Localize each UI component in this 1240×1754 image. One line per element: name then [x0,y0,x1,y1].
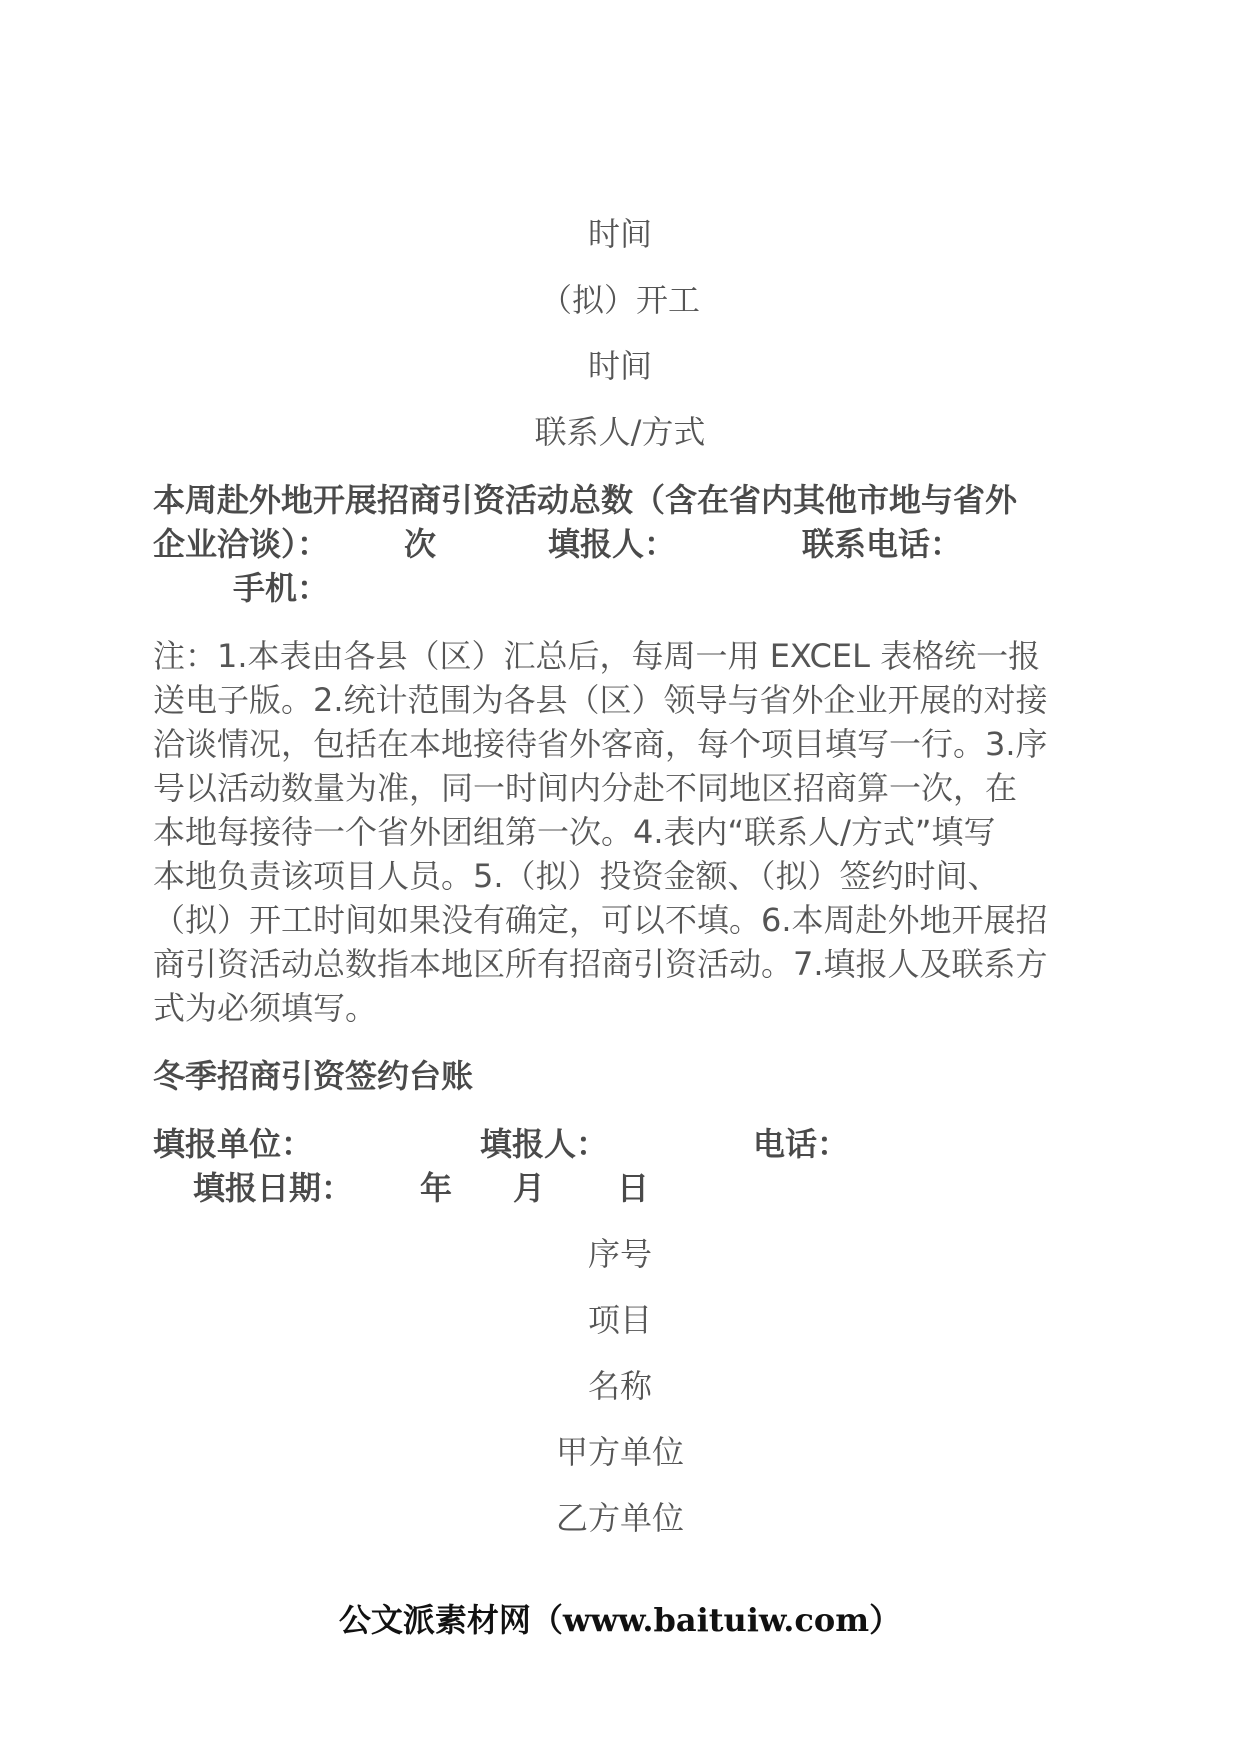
column-label-party-b: 乙方单位 [555,1499,684,1537]
phone-label: 电话： [753,1125,850,1163]
column-label-party-a: 甲方单位 [555,1433,684,1471]
label-planned-start: （拟）开工 [539,281,700,319]
summary-phone-label: 联系电话： [802,525,963,563]
note-line: 注：1.本表由各县（区）汇总后，每周一用 EXCEL 表格统一报 [153,637,1041,675]
label-contact: 联系人/方式 [534,413,706,451]
note-line: 商引资活动总数指本地区所有招商引资活动。7.填报人及联系方 [153,945,1048,983]
note-line: 本地每接待一个省外团组第一次。4.表内“联系人/方式”填写 [153,813,996,851]
note-line: 洽谈情况，包括在本地接待省外客商，每个项目填写一行。3.序 [153,725,1048,763]
note-line: （拟）开工时间如果没有确定，可以不填。6.本周赴外地开展招 [153,901,1048,939]
note-line: 式为必须填写。 [153,989,378,1027]
ledger-fields-line [0,1122,1240,1166]
note-line: 送电子版。2.统计范围为各县（区）领导与省外企业开展的对接 [153,681,1048,719]
summary-line-2 [0,522,1240,566]
note-line: 本地负责该项目人员。5.（拟）投资金额、（拟）签约时间、 [153,857,1000,895]
column-label-project: 项目 [587,1301,652,1339]
summary-line-1: 本周赴外地开展招商引资活动总数（含在省内其他市地与省外 [153,481,1018,519]
summary-mobile-label: 手机： [233,569,330,607]
label-time-1: 时间 [587,215,652,253]
note-line: 号以活动数量为准，同一时间内分赴不同地区招商算一次，在 [153,769,1018,807]
report-date-label: 填报日期： [193,1169,354,1207]
summary-count-unit: 次 [404,525,437,563]
ledger-title: 冬季招商引资签约台账 [153,1057,474,1095]
label-time-2: 时间 [587,347,652,385]
ledger-date-line [0,1166,1240,1210]
summary-reporter-label: 填报人： [548,525,677,563]
day-label: 日 [617,1169,650,1207]
column-label-name: 名称 [587,1367,652,1405]
column-label-index: 序号 [587,1235,652,1273]
site-footer: 公文派素材网（www.baituiw.com） [338,1601,902,1639]
year-label: 年 [420,1169,453,1207]
summary-negotiation: 企业洽谈）： [153,525,330,563]
month-label: 月 [513,1169,546,1207]
reporter-label: 填报人： [480,1125,609,1163]
reporting-unit-label: 填报单位： [153,1125,314,1163]
